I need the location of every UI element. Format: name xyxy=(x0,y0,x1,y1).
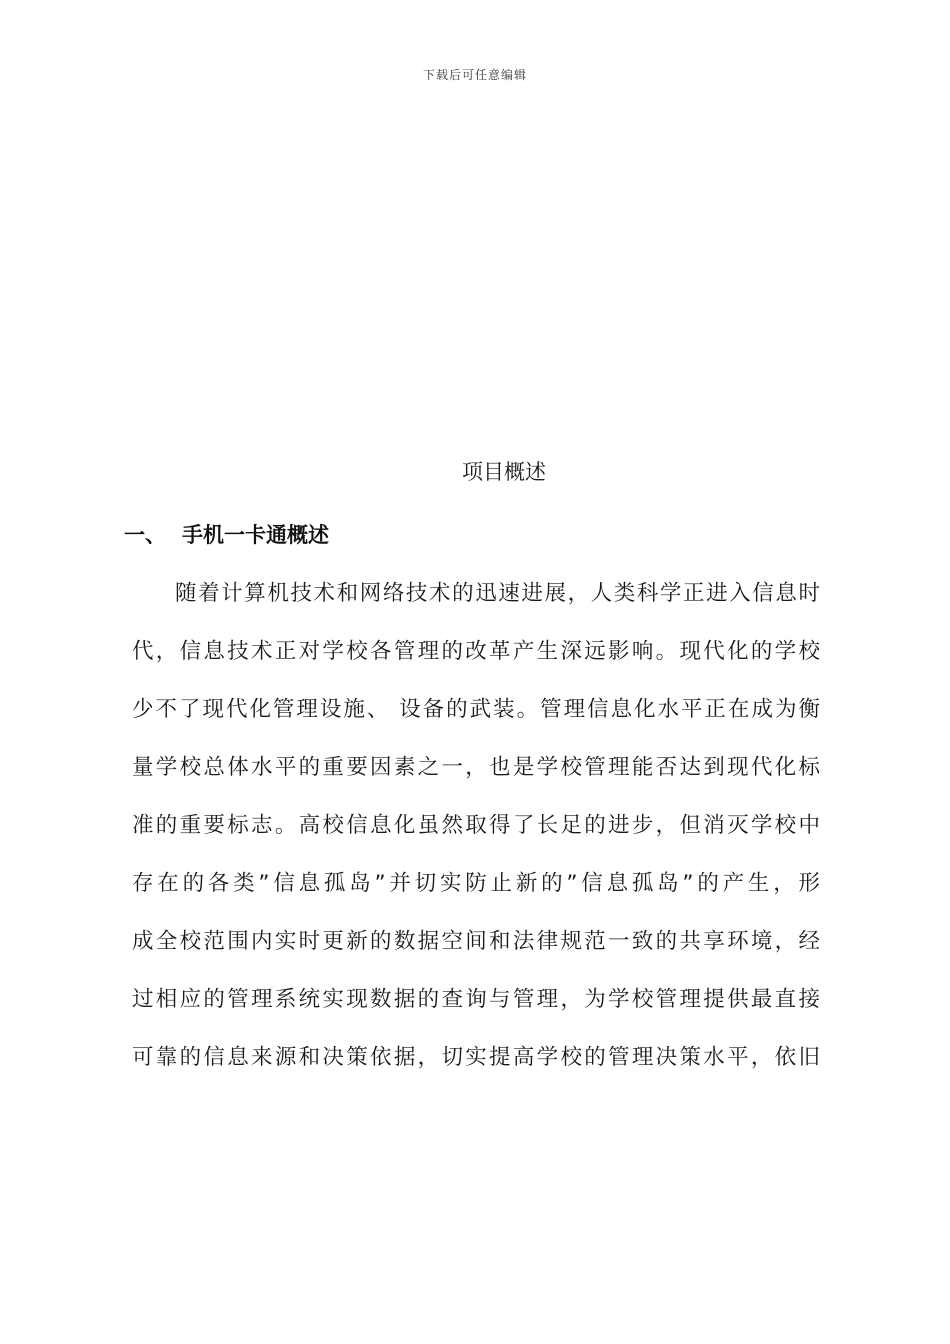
paragraph-line: 代，信息技术正对学校各管理的改革产生深远影响。现代化的学校 xyxy=(132,639,820,664)
paragraph-line: 过相应的管理系统实现数据的查询与管理，为学校管理提供最直接 xyxy=(132,987,820,1012)
section-heading-text: 手机一卡通概述 xyxy=(182,523,329,547)
paragraph-line: 少不了现代化管理设施、 设备的武装。管理信息化水平正在成为衡 xyxy=(132,697,820,722)
paragraph-line: 可靠的信息来源和决策依据，切实提高学校的管理决策水平，依旧 xyxy=(132,1045,820,1070)
body-paragraph xyxy=(132,565,820,1087)
paragraph-line: 准的重要标志。高校信息化虽然取得了长足的进步，但消灭学校中 xyxy=(132,813,820,838)
paragraph-line: 量学校总体水平的重要因素之一，也是学校管理能否达到现代化标 xyxy=(132,755,820,780)
section-number: 一、 xyxy=(124,523,166,547)
paragraph-line: 存在的各类”信息孤岛”并切实防止新的”信息孤岛”的产生，形 xyxy=(132,871,820,896)
section-heading xyxy=(124,519,329,549)
header-note: 下载后可任意编辑 xyxy=(422,68,527,82)
document-title: 项目概述 xyxy=(462,460,546,484)
paragraph-line: 随着计算机技术和网络技术的迅速进展，人类科学正进入信息时 xyxy=(175,581,820,606)
paragraph-line: 成全校范围内实时更新的数据空间和法律规范一致的共享环境，经 xyxy=(132,929,820,954)
